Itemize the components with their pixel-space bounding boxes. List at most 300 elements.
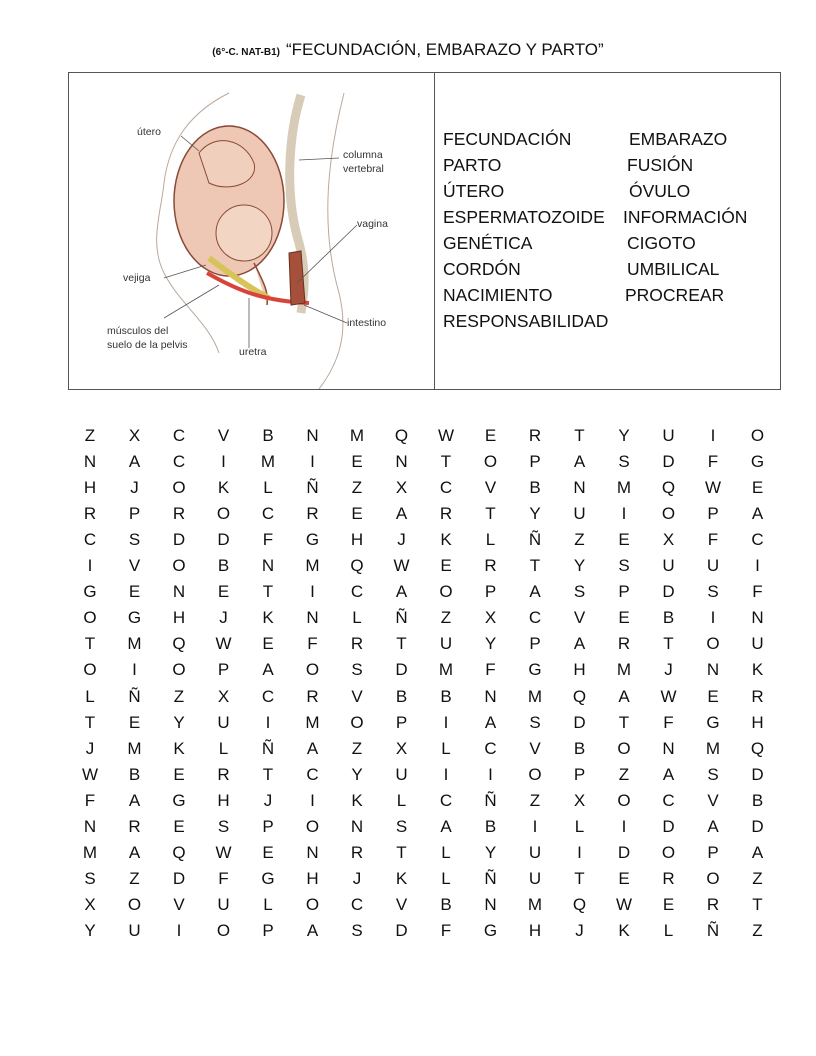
- grid-letter[interactable]: E: [351, 504, 363, 524]
- grid-letter[interactable]: A: [529, 582, 541, 602]
- grid-letter[interactable]: S: [351, 920, 363, 940]
- grid-letter[interactable]: E: [618, 868, 630, 888]
- grid-letter[interactable]: O: [706, 634, 720, 654]
- grid-letter[interactable]: O: [83, 660, 97, 680]
- grid-letter[interactable]: T: [529, 556, 541, 576]
- grid-letter[interactable]: B: [440, 686, 452, 706]
- grid-letter[interactable]: D: [662, 452, 675, 472]
- grid-letter[interactable]: B: [573, 738, 586, 758]
- grid-letter[interactable]: U: [751, 634, 764, 654]
- grid-letter[interactable]: O: [661, 842, 676, 862]
- grid-letter[interactable]: O: [216, 920, 231, 940]
- grid-letter[interactable]: C: [261, 504, 275, 524]
- grid-letter[interactable]: R: [217, 764, 230, 784]
- grid-letter[interactable]: G: [305, 530, 320, 550]
- grid-letter[interactable]: H: [306, 868, 319, 888]
- grid-letter[interactable]: X: [573, 790, 586, 810]
- grid-letter[interactable]: A: [573, 452, 586, 472]
- grid-letter[interactable]: K: [173, 738, 185, 758]
- grid-letter[interactable]: B: [128, 764, 141, 784]
- grid-letter[interactable]: E: [351, 452, 363, 472]
- grid-letter[interactable]: O: [305, 660, 320, 680]
- grid-letter[interactable]: E: [618, 608, 630, 628]
- grid-letter[interactable]: O: [661, 504, 676, 524]
- grid-letter[interactable]: D: [172, 530, 186, 550]
- grid-letter[interactable]: H: [217, 790, 230, 810]
- grid-letter[interactable]: R: [83, 504, 97, 524]
- grid-letter[interactable]: C: [172, 452, 186, 472]
- grid-letter[interactable]: B: [484, 816, 497, 836]
- grid-letter[interactable]: I: [443, 764, 449, 784]
- grid-letter[interactable]: A: [751, 842, 764, 862]
- grid-letter[interactable]: T: [618, 712, 630, 732]
- grid-letter[interactable]: C: [439, 478, 453, 498]
- grid-letter[interactable]: R: [484, 556, 497, 576]
- grid-letter[interactable]: R: [439, 504, 453, 524]
- grid-letter[interactable]: M: [438, 660, 454, 680]
- grid-letter[interactable]: K: [440, 530, 452, 550]
- grid-letter[interactable]: E: [751, 478, 764, 498]
- grid-letter[interactable]: D: [172, 868, 186, 888]
- grid-letter[interactable]: F: [218, 868, 229, 888]
- grid-letter[interactable]: G: [83, 582, 97, 602]
- grid-letter[interactable]: X: [662, 530, 675, 550]
- grid-letter[interactable]: O: [216, 504, 231, 524]
- grid-letter[interactable]: J: [664, 660, 673, 680]
- grid-letter[interactable]: B: [529, 478, 541, 498]
- grid-letter[interactable]: E: [707, 686, 719, 706]
- grid-letter[interactable]: L: [663, 920, 674, 940]
- grid-letter[interactable]: I: [577, 842, 582, 862]
- grid-letter[interactable]: C: [751, 530, 764, 550]
- grid-letter[interactable]: W: [215, 842, 232, 862]
- grid-letter[interactable]: C: [261, 686, 275, 706]
- grid-letter[interactable]: Q: [172, 842, 186, 862]
- grid-letter[interactable]: N: [306, 842, 319, 862]
- grid-letter[interactable]: L: [396, 790, 407, 810]
- grid-letter[interactable]: Y: [618, 426, 630, 445]
- grid-letter[interactable]: D: [617, 842, 631, 862]
- grid-letter[interactable]: N: [706, 660, 720, 680]
- grid-letter[interactable]: I: [710, 426, 716, 445]
- grid-letter[interactable]: P: [262, 816, 274, 836]
- grid-letter[interactable]: W: [437, 426, 455, 445]
- grid-letter[interactable]: I: [310, 582, 315, 602]
- grid-letter[interactable]: C: [172, 426, 186, 445]
- grid-letter[interactable]: F: [707, 452, 719, 472]
- grid-letter[interactable]: Q: [572, 686, 587, 706]
- grid-letter[interactable]: B: [751, 790, 764, 810]
- grid-letter[interactable]: R: [528, 426, 542, 445]
- grid-letter[interactable]: S: [217, 816, 230, 836]
- grid-letter[interactable]: V: [484, 478, 497, 498]
- grid-letter[interactable]: P: [707, 842, 719, 862]
- grid-letter[interactable]: R: [617, 634, 631, 654]
- grid-letter[interactable]: D: [573, 712, 586, 732]
- grid-letter[interactable]: Ñ: [395, 608, 408, 628]
- grid-letter[interactable]: M: [260, 452, 276, 472]
- grid-letter[interactable]: T: [440, 452, 452, 472]
- grid-letter[interactable]: U: [439, 634, 453, 654]
- grid-letter[interactable]: V: [573, 608, 586, 628]
- grid-letter[interactable]: Q: [394, 426, 409, 445]
- grid-letter[interactable]: Z: [351, 738, 363, 758]
- grid-letter[interactable]: N: [484, 686, 497, 706]
- grid-letter[interactable]: O: [483, 452, 498, 472]
- grid-letter[interactable]: T: [752, 894, 763, 914]
- grid-letter[interactable]: C: [306, 764, 319, 784]
- grid-letter[interactable]: M: [127, 738, 142, 758]
- grid-letter[interactable]: Ñ: [706, 920, 720, 940]
- grid-letter[interactable]: M: [305, 556, 320, 576]
- grid-letter[interactable]: F: [663, 712, 674, 732]
- grid-letter[interactable]: T: [84, 712, 96, 732]
- grid-letter[interactable]: A: [707, 816, 719, 836]
- grid-letter[interactable]: I: [310, 452, 315, 472]
- grid-letter[interactable]: Y: [84, 920, 96, 940]
- grid-letter[interactable]: T: [262, 582, 274, 602]
- grid-letter[interactable]: W: [660, 686, 677, 706]
- grid-letter[interactable]: J: [397, 530, 406, 550]
- grid-letter[interactable]: Ñ: [484, 868, 497, 888]
- grid-letter[interactable]: C: [439, 790, 453, 810]
- grid-letter[interactable]: E: [440, 556, 452, 576]
- grid-letter[interactable]: Z: [173, 686, 185, 706]
- grid-letter[interactable]: M: [349, 426, 365, 445]
- grid-letter[interactable]: F: [440, 920, 452, 940]
- grid-letter[interactable]: E: [173, 816, 185, 836]
- grid-letter[interactable]: Ñ: [128, 686, 141, 706]
- grid-letter[interactable]: Y: [573, 556, 586, 576]
- grid-letter[interactable]: P: [529, 634, 541, 654]
- grid-letter[interactable]: A: [573, 634, 586, 654]
- grid-letter[interactable]: Y: [529, 504, 541, 524]
- grid-letter[interactable]: N: [306, 608, 319, 628]
- grid-letter[interactable]: N: [261, 556, 275, 576]
- grid-letter[interactable]: U: [706, 556, 720, 576]
- grid-letter[interactable]: E: [262, 634, 274, 654]
- grid-letter[interactable]: J: [263, 790, 273, 810]
- grid-letter[interactable]: C: [484, 738, 497, 758]
- grid-letter[interactable]: I: [621, 816, 627, 836]
- grid-letter[interactable]: L: [85, 686, 95, 706]
- grid-letter[interactable]: J: [575, 920, 584, 940]
- grid-letter[interactable]: E: [128, 582, 141, 602]
- grid-letter[interactable]: D: [217, 530, 230, 550]
- grid-letter[interactable]: U: [528, 868, 542, 888]
- grid-letter[interactable]: G: [483, 920, 498, 940]
- grid-letter[interactable]: C: [528, 608, 542, 628]
- grid-letter[interactable]: M: [616, 660, 632, 680]
- grid-letter[interactable]: L: [485, 530, 496, 550]
- grid-letter[interactable]: O: [83, 608, 97, 628]
- grid-letter[interactable]: S: [84, 868, 96, 888]
- grid-letter[interactable]: O: [305, 816, 320, 836]
- grid-letter[interactable]: U: [395, 764, 408, 784]
- grid-letter[interactable]: V: [217, 426, 230, 445]
- grid-letter[interactable]: S: [395, 816, 408, 836]
- grid-letter[interactable]: Y: [173, 712, 185, 732]
- grid-letter[interactable]: A: [395, 504, 408, 524]
- grid-letter[interactable]: O: [172, 556, 186, 576]
- grid-letter[interactable]: A: [484, 712, 497, 732]
- grid-letter[interactable]: N: [306, 426, 319, 445]
- grid-letter[interactable]: D: [751, 764, 764, 784]
- grid-letter[interactable]: I: [755, 556, 760, 576]
- grid-letter[interactable]: K: [351, 790, 363, 810]
- grid-letter[interactable]: P: [395, 712, 408, 732]
- grid-letter[interactable]: Y: [484, 634, 497, 654]
- grid-letter[interactable]: Ñ: [261, 738, 275, 758]
- grid-letter[interactable]: T: [663, 634, 674, 654]
- grid-letter[interactable]: Z: [529, 790, 541, 810]
- grid-letter[interactable]: O: [528, 764, 542, 784]
- grid-letter[interactable]: I: [221, 452, 226, 472]
- grid-letter[interactable]: T: [396, 842, 407, 862]
- grid-letter[interactable]: N: [395, 452, 408, 472]
- grid-letter[interactable]: T: [396, 634, 407, 654]
- grid-letter[interactable]: S: [707, 582, 719, 602]
- grid-letter[interactable]: G: [127, 608, 142, 628]
- grid-letter[interactable]: A: [306, 920, 319, 940]
- grid-letter[interactable]: D: [395, 920, 408, 940]
- grid-letter[interactable]: C: [350, 894, 364, 914]
- grid-letter[interactable]: A: [306, 738, 319, 758]
- grid-letter[interactable]: Ñ: [484, 790, 497, 810]
- grid-letter[interactable]: Ñ: [306, 478, 319, 498]
- grid-letter[interactable]: I: [265, 712, 271, 732]
- grid-letter[interactable]: A: [262, 660, 274, 680]
- grid-letter[interactable]: P: [529, 452, 541, 472]
- grid-letter[interactable]: K: [395, 868, 408, 888]
- grid-letter[interactable]: I: [710, 608, 716, 628]
- grid-letter[interactable]: Z: [752, 920, 763, 940]
- grid-letter[interactable]: R: [662, 868, 675, 888]
- grid-letter[interactable]: R: [350, 634, 364, 654]
- grid-letter[interactable]: W: [215, 634, 232, 654]
- grid-letter[interactable]: G: [172, 790, 186, 810]
- grid-letter[interactable]: X: [217, 686, 230, 706]
- grid-letter[interactable]: C: [350, 582, 364, 602]
- grid-letter[interactable]: M: [527, 894, 543, 914]
- grid-letter[interactable]: I: [176, 920, 182, 940]
- grid-letter[interactable]: N: [83, 816, 97, 836]
- grid-letter[interactable]: R: [350, 842, 364, 862]
- grid-letter[interactable]: S: [707, 764, 719, 784]
- grid-letter[interactable]: G: [706, 712, 720, 732]
- grid-letter[interactable]: J: [85, 738, 95, 758]
- grid-letter[interactable]: D: [751, 816, 764, 836]
- grid-letter[interactable]: E: [128, 712, 141, 732]
- grid-letter[interactable]: Z: [618, 764, 630, 784]
- grid-letter[interactable]: A: [128, 790, 141, 810]
- grid-letter[interactable]: A: [751, 504, 764, 524]
- grid-letter[interactable]: R: [128, 816, 141, 836]
- grid-letter[interactable]: R: [706, 894, 720, 914]
- grid-letter[interactable]: F: [84, 790, 96, 810]
- grid-letter[interactable]: N: [350, 816, 364, 836]
- grid-letter[interactable]: L: [574, 816, 585, 836]
- grid-letter[interactable]: I: [532, 816, 538, 836]
- grid-letter[interactable]: O: [617, 738, 631, 758]
- grid-letter[interactable]: A: [618, 686, 630, 706]
- grid-letter[interactable]: H: [172, 608, 186, 628]
- grid-letter[interactable]: P: [217, 660, 230, 680]
- grid-letter[interactable]: F: [307, 634, 318, 654]
- grid-letter[interactable]: P: [262, 920, 274, 940]
- grid-letter[interactable]: E: [484, 426, 497, 445]
- grid-letter[interactable]: W: [81, 764, 99, 784]
- grid-letter[interactable]: W: [393, 556, 410, 576]
- grid-letter[interactable]: S: [618, 556, 630, 576]
- grid-letter[interactable]: V: [128, 556, 141, 576]
- grid-letter[interactable]: A: [128, 842, 141, 862]
- grid-letter[interactable]: W: [615, 894, 633, 914]
- grid-letter[interactable]: R: [172, 504, 186, 524]
- grid-letter[interactable]: L: [441, 868, 451, 888]
- grid-letter[interactable]: B: [262, 426, 274, 445]
- grid-letter[interactable]: Q: [661, 478, 676, 498]
- grid-letter[interactable]: Z: [351, 478, 363, 498]
- grid-letter[interactable]: Z: [574, 530, 585, 550]
- grid-letter[interactable]: P: [573, 764, 586, 784]
- grid-letter[interactable]: V: [707, 790, 719, 810]
- grid-letter[interactable]: Z: [752, 868, 763, 888]
- grid-letter[interactable]: U: [573, 504, 586, 524]
- grid-letter[interactable]: G: [528, 660, 542, 680]
- grid-letter[interactable]: U: [217, 712, 230, 732]
- grid-letter[interactable]: N: [573, 478, 586, 498]
- grid-letter[interactable]: L: [441, 738, 451, 758]
- grid-letter[interactable]: E: [662, 894, 675, 914]
- grid-letter[interactable]: G: [750, 452, 765, 472]
- grid-letter[interactable]: N: [484, 894, 497, 914]
- grid-letter[interactable]: F: [707, 530, 719, 550]
- grid-letter[interactable]: A: [395, 582, 408, 602]
- grid-letter[interactable]: Z: [440, 608, 452, 628]
- grid-letter[interactable]: S: [618, 452, 630, 472]
- grid-letter[interactable]: B: [440, 894, 452, 914]
- grid-letter[interactable]: P: [128, 504, 141, 524]
- grid-letter[interactable]: D: [395, 660, 408, 680]
- grid-letter[interactable]: C: [662, 790, 675, 810]
- grid-letter[interactable]: R: [751, 686, 764, 706]
- grid-letter[interactable]: T: [84, 634, 96, 654]
- grid-letter[interactable]: O: [617, 790, 631, 810]
- grid-letter[interactable]: M: [527, 686, 543, 706]
- grid-letter[interactable]: F: [752, 582, 763, 602]
- grid-letter[interactable]: J: [130, 478, 139, 498]
- grid-letter[interactable]: B: [662, 608, 675, 628]
- grid-letter[interactable]: Q: [750, 738, 765, 758]
- grid-letter[interactable]: K: [262, 608, 274, 628]
- grid-letter[interactable]: I: [621, 504, 627, 524]
- grid-letter[interactable]: U: [662, 426, 675, 445]
- grid-letter[interactable]: X: [484, 608, 497, 628]
- grid-letter[interactable]: B: [217, 556, 230, 576]
- grid-letter[interactable]: Z: [129, 868, 140, 888]
- grid-letter[interactable]: W: [704, 478, 722, 498]
- grid-letter[interactable]: S: [351, 660, 363, 680]
- grid-letter[interactable]: X: [128, 426, 141, 445]
- grid-letter[interactable]: N: [751, 608, 764, 628]
- grid-letter[interactable]: V: [173, 894, 185, 914]
- grid-letter[interactable]: V: [529, 738, 541, 758]
- grid-letter[interactable]: A: [440, 816, 452, 836]
- grid-letter[interactable]: H: [350, 530, 364, 550]
- grid-letter[interactable]: T: [262, 764, 274, 784]
- grid-letter[interactable]: N: [83, 452, 97, 472]
- grid-letter[interactable]: E: [217, 582, 230, 602]
- grid-letter[interactable]: U: [662, 556, 675, 576]
- grid-letter[interactable]: K: [217, 478, 230, 498]
- grid-letter[interactable]: Y: [351, 764, 363, 784]
- grid-letter[interactable]: F: [262, 530, 274, 550]
- grid-letter[interactable]: I: [488, 764, 493, 784]
- grid-letter[interactable]: R: [306, 686, 319, 706]
- grid-letter[interactable]: M: [305, 712, 320, 732]
- grid-letter[interactable]: P: [618, 582, 630, 602]
- grid-letter[interactable]: E: [262, 842, 274, 862]
- grid-letter[interactable]: I: [87, 556, 93, 576]
- grid-letter[interactable]: B: [395, 686, 408, 706]
- grid-letter[interactable]: V: [351, 686, 363, 706]
- grid-letter[interactable]: D: [662, 816, 675, 836]
- grid-letter[interactable]: O: [305, 894, 320, 914]
- grid-letter[interactable]: H: [528, 920, 542, 940]
- grid-letter[interactable]: M: [616, 478, 632, 498]
- grid-letter[interactable]: K: [751, 660, 764, 680]
- grid-letter[interactable]: K: [618, 920, 630, 940]
- grid-letter[interactable]: S: [573, 582, 586, 602]
- grid-letter[interactable]: J: [352, 868, 362, 888]
- grid-letter[interactable]: O: [706, 868, 720, 888]
- grid-letter[interactable]: E: [173, 764, 185, 784]
- grid-letter[interactable]: U: [128, 920, 141, 940]
- grid-letter[interactable]: N: [172, 582, 186, 602]
- grid-letter[interactable]: M: [705, 738, 721, 758]
- grid-letter[interactable]: H: [83, 478, 97, 498]
- grid-letter[interactable]: U: [217, 894, 230, 914]
- grid-letter[interactable]: E: [618, 530, 630, 550]
- grid-letter[interactable]: D: [662, 582, 675, 602]
- grid-letter[interactable]: S: [128, 530, 141, 550]
- grid-letter[interactable]: Q: [350, 556, 364, 576]
- grid-letter[interactable]: G: [261, 868, 275, 888]
- grid-letter[interactable]: O: [172, 660, 186, 680]
- grid-letter[interactable]: Z: [84, 426, 96, 445]
- grid-letter[interactable]: S: [529, 712, 541, 732]
- grid-letter[interactable]: I: [443, 712, 449, 732]
- grid-letter[interactable]: O: [439, 582, 453, 602]
- grid-letter[interactable]: O: [350, 712, 364, 732]
- grid-letter[interactable]: A: [128, 452, 141, 472]
- grid-letter[interactable]: O: [127, 894, 142, 914]
- grid-letter[interactable]: L: [263, 478, 273, 498]
- grid-letter[interactable]: Ñ: [528, 530, 542, 550]
- grid-letter[interactable]: R: [306, 504, 319, 524]
- grid-letter[interactable]: N: [662, 738, 675, 758]
- grid-letter[interactable]: I: [310, 790, 315, 810]
- grid-letter[interactable]: P: [707, 504, 719, 524]
- grid-letter[interactable]: J: [219, 608, 228, 628]
- grid-letter[interactable]: M: [82, 842, 98, 862]
- grid-letter[interactable]: V: [395, 894, 408, 914]
- grid-letter[interactable]: Y: [484, 842, 497, 862]
- grid-letter[interactable]: U: [528, 842, 542, 862]
- grid-letter[interactable]: L: [441, 842, 451, 862]
- grid-letter[interactable]: L: [263, 894, 273, 914]
